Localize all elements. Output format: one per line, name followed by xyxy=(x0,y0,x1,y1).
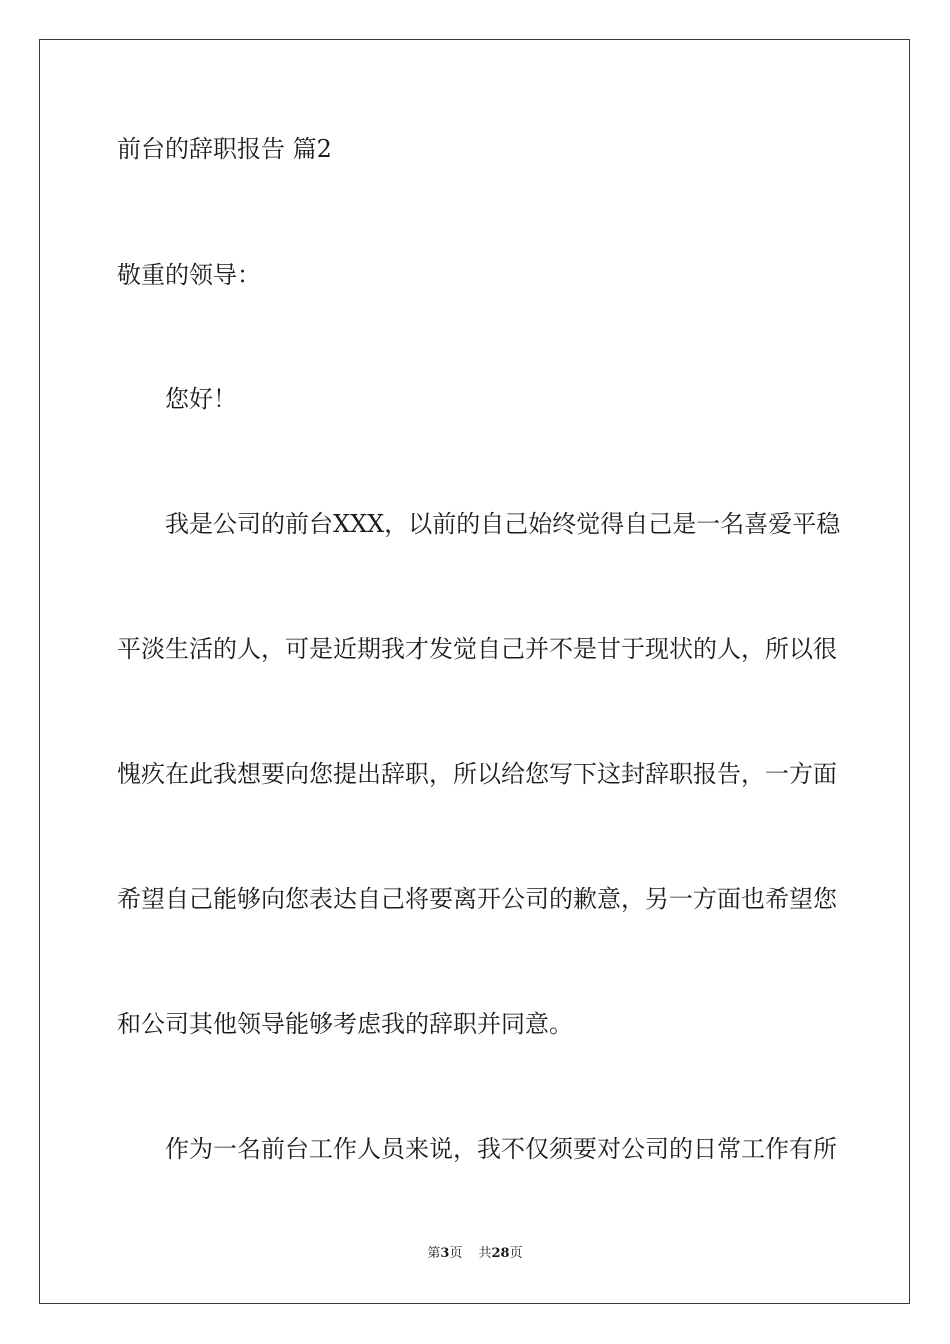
body-line: 希望自己能够向您表达自己将要离开公司的歉意，另一方面也希望您 xyxy=(117,885,837,913)
body-line: 我是公司的前台XXX，以前的自己始终觉得自己是一名喜爱平稳 xyxy=(165,510,841,538)
page-prefix: 第 xyxy=(427,1246,441,1261)
body-line: 平淡生活的人，可是近期我才发觉自己并不是甘于现状的人，所以很 xyxy=(117,635,837,663)
document-heading: 前台的辞职报告 篇2 xyxy=(117,135,332,163)
total-page-count: 28 xyxy=(491,1246,510,1261)
current-page-number: 3 xyxy=(440,1246,450,1261)
salutation: 敬重的领导： xyxy=(117,261,261,289)
total-prefix: 共 xyxy=(478,1246,492,1261)
document-page xyxy=(39,39,910,1304)
body-line: 愧疚在此我想要向您提出辞职，所以给您写下这封辞职报告，一方面 xyxy=(117,760,837,788)
body-line: 和公司其他领导能够考虑我的辞职并同意。 xyxy=(117,1010,573,1038)
greeting: 您好！ xyxy=(165,385,237,413)
page-suffix: 页 xyxy=(449,1246,463,1261)
page-footer xyxy=(0,1245,950,1263)
total-suffix: 页 xyxy=(509,1246,523,1261)
body-line: 作为一名前台工作人员来说，我不仅须要对公司的日常工作有所 xyxy=(165,1135,837,1163)
